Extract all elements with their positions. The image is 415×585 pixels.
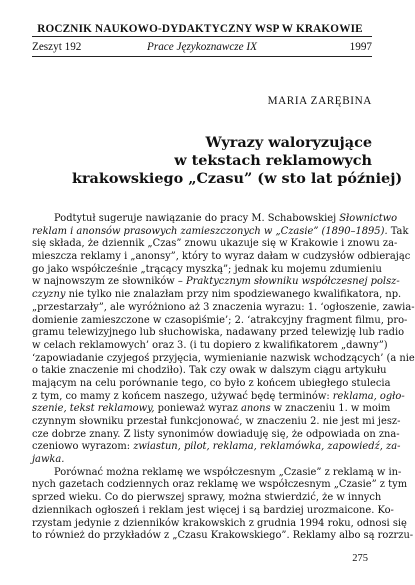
body-italic-segment: anons <box>240 403 271 415</box>
body-line <box>32 289 402 302</box>
body-italic-segment: szenie, tekst reklamowy, <box>32 403 155 415</box>
body-line <box>32 352 415 366</box>
body-segment: w najnowszym ze słowników – <box>32 276 186 288</box>
body-line <box>32 365 387 378</box>
header-rule-top <box>32 36 372 37</box>
header-rule-bottom <box>32 56 372 57</box>
body-segment: ‘zapowiadanie czyjegoś przyjęcia, wymienianie nazwisk wchodzących’ (a nie <box>32 352 415 364</box>
body-segment: sprzed wieku. Co do pierwszej sprawy, można stwierdzić, że w innych <box>32 492 382 504</box>
body-italic-segment: Słownictwo <box>339 213 398 224</box>
body-line <box>32 466 402 480</box>
body-line <box>32 441 401 454</box>
body-line <box>32 314 408 328</box>
body-segment: go jako współcześnie „trącący myszką”; jednak ku mojemu zdumieniu <box>32 263 382 275</box>
body-segment: mającym na celu porównanie tego, co było z końcem ubiegłego stulecia <box>32 377 391 389</box>
body-segment: gramu telewizyjnego lub słuchowiska, nadawany przed telewizję lub radio <box>32 327 405 339</box>
journal-title: ROCZNIK NAUKOWO-DYDAKTYCZNY WSP W KRAKOWIE <box>37 23 363 35</box>
body-segment: się składa, że dziennik „Czas” znowu ukazuje się w Krakowie i znowu za- <box>32 238 398 250</box>
author-name: MARIA ZARĘBINA <box>267 95 372 107</box>
body-italic-segment: zwiastun, pilot, reklama, reklamówka, zapowiedź, za- <box>133 441 401 453</box>
body-italic-segment: reklam i anonsów prasowych zamieszczonych w „Czasie” (1890–1895). <box>32 225 388 237</box>
body-line <box>32 403 391 416</box>
body-segment: Podtytuł sugeruje nawiązanie do pracy M. Schabowskiej <box>54 213 340 224</box>
body-line <box>32 492 382 505</box>
body-line <box>32 390 405 404</box>
body-line <box>32 504 394 518</box>
body-italic-segment: czyzny <box>32 289 66 301</box>
body-line <box>32 251 411 264</box>
page-number: 275 <box>352 553 368 564</box>
body-segment: czynnym słowniku przestał funkcjonować, w znaczeniu 2. nie jest mi jesz- <box>32 416 401 427</box>
body-segment: nych gazetach codziennych oraz reklamę we współczesnym „Czasie” z tym <box>32 479 408 491</box>
body-segment: w celach reklamowych’ oraz 3. (i tu dopiero z kwalifikatorem „dawny”) <box>32 339 388 351</box>
body-italic-segment: reklama, ogło- <box>332 390 405 402</box>
body-line <box>32 213 398 226</box>
article-title-line: krakowskiego „Czasu” (w sto lat później) <box>72 170 403 187</box>
publication-year: 1997 <box>349 41 372 53</box>
body-segment: „przestarzały”, ale wyróżniono aż 3 znaczenia wyrazu: 1. ‘ogłoszenie, zawia- <box>32 301 415 313</box>
issue-number: Zeszyt 192 <box>32 41 82 53</box>
body-italic-segment: Praktycznym słowniku współczesnej polsz- <box>185 276 400 288</box>
body-text <box>32 213 415 543</box>
body-segment: Porównać można reklamę we współczesnym „Czasie” z reklamą w in- <box>54 466 402 478</box>
article-title <box>72 134 403 188</box>
body-line <box>32 428 400 442</box>
body-segment: nie tylko nie znalazłam przy nim spodziewanego kwalifikatora, np. <box>65 289 402 301</box>
body-segment: czeniowo wyrazom: <box>32 441 134 453</box>
body-line <box>32 263 382 277</box>
body-line <box>32 530 414 543</box>
body-line <box>32 225 409 239</box>
body-segment: to również do przykładów z „Czasu Krakowskiego”. Reklamy albo są rozrzu- <box>32 530 414 542</box>
body-segment: cze dobrze znany. Z listy synonimów dowiaduję się, że odpowiada on zna- <box>32 428 400 440</box>
body-line <box>32 339 388 353</box>
body-line <box>32 377 391 391</box>
body-segment: domienie zamieszczone w czasopiśmie’; 2. ‘atrakcyjny fragment filmu, pro- <box>32 314 408 326</box>
series-title: Prace Językoznawcze IX <box>147 41 257 53</box>
body-segment: Tak <box>387 225 409 237</box>
article-title-line: w tekstach reklamowych <box>174 152 372 169</box>
body-segment: mieszcza reklamy i „anonsy”, który to wyraz dałam w cudzysłów odbierając <box>32 251 411 263</box>
header-meta-row <box>32 41 372 55</box>
body-line <box>32 416 401 429</box>
body-line <box>32 327 405 340</box>
body-segment: z tym, co mamy z końcem naszego, używać będę terminów: <box>32 390 333 402</box>
body-segment: o takie znaczenie mi chodziło). Tak czy owak w dalszym ciągu artykułu <box>32 365 387 377</box>
body-italic-segment: jawka. <box>32 454 65 466</box>
article-title-line: Wyrazy waloryzujące <box>205 134 372 151</box>
body-line <box>32 301 415 315</box>
body-line <box>32 276 400 289</box>
body-line <box>32 454 372 467</box>
body-segment: rzystam jedynie z dzienników krakowskich z grudnia 1994 roku, odnosi się <box>32 517 407 529</box>
body-segment: dziennikach ogłoszeń i reklam jest więcej i są bardziej urozmaicone. Ko- <box>32 504 394 516</box>
body-segment: w znaczeniu 1. w moim <box>270 403 391 415</box>
body-segment: ponieważ wyraz <box>154 403 241 415</box>
body-line <box>32 238 398 251</box>
body-line <box>32 479 408 492</box>
body-line <box>32 517 407 531</box>
